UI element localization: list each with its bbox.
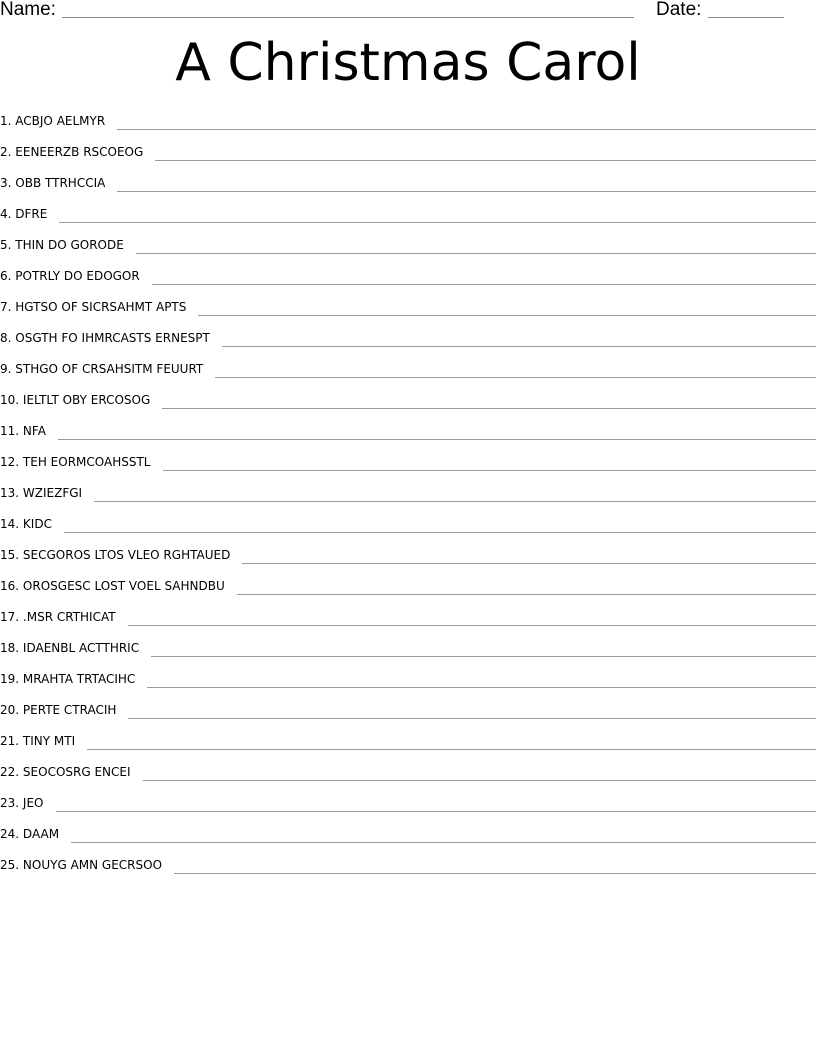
question-number: 18. (0, 641, 20, 655)
question-number: 9. (0, 362, 12, 376)
scrambled-word: EENEERZB RSCOEOG (15, 145, 144, 159)
question-text (0, 573, 225, 593)
question-row (0, 480, 816, 511)
question-number: 14. (0, 517, 20, 531)
question-text (0, 325, 210, 345)
scrambled-word: KIDC (22, 517, 52, 531)
question-text (0, 387, 150, 407)
question-number: 19. (0, 672, 20, 686)
question-text (0, 604, 116, 624)
question-row (0, 170, 816, 201)
scrambled-word: STHGO OF CRSAHSITM FEUURT (15, 362, 204, 376)
question-number: 24. (0, 827, 20, 841)
question-row (0, 790, 816, 821)
question-row (0, 511, 816, 542)
answer-blank-line[interactable] (56, 790, 816, 812)
scrambled-word: OSGTH FO IHMRCASTS ERNESPT (15, 331, 210, 345)
scrambled-word: OROSGESC LOST VOEL SAHNDBU (22, 579, 225, 593)
name-label: Name: (0, 0, 56, 20)
question-number: 2. (0, 145, 12, 159)
scrambled-word: IELTLT OBY ERCOSOG (22, 393, 151, 407)
question-number: 23. (0, 796, 20, 810)
question-text (0, 511, 52, 531)
answer-blank-line[interactable] (64, 511, 816, 533)
question-text (0, 542, 230, 562)
question-text (0, 418, 46, 438)
question-list (0, 108, 816, 883)
question-text (0, 480, 82, 500)
question-text (0, 697, 116, 717)
scrambled-word: WZIEZFGI (22, 486, 83, 500)
answer-blank-line[interactable] (151, 635, 816, 657)
question-text (0, 728, 75, 748)
question-number: 13. (0, 486, 20, 500)
question-text (0, 263, 140, 283)
question-text (0, 108, 105, 128)
question-number: 4. (0, 207, 12, 221)
question-text (0, 139, 143, 159)
scrambled-word: POTRLY DO EDOGOR (15, 269, 140, 283)
answer-blank-line[interactable] (162, 387, 816, 409)
scrambled-word: TINY MTI (22, 734, 76, 748)
scrambled-word: JEO (22, 796, 44, 810)
question-number: 15. (0, 548, 20, 562)
question-number: 20. (0, 703, 20, 717)
answer-blank-line[interactable] (198, 294, 816, 316)
question-number: 6. (0, 269, 12, 283)
answer-blank-line[interactable] (94, 480, 816, 502)
scrambled-word: ACBJO AELMYR (15, 114, 106, 128)
scrambled-word: MRAHTA TRTACIHC (22, 672, 136, 686)
question-number: 25. (0, 858, 20, 872)
answer-blank-line[interactable] (136, 232, 816, 254)
answer-blank-line[interactable] (58, 418, 816, 440)
answer-blank-line[interactable] (152, 263, 816, 285)
question-number: 16. (0, 579, 20, 593)
question-row (0, 139, 816, 170)
question-row (0, 325, 816, 356)
question-text (0, 356, 203, 376)
worksheet-header (0, 0, 816, 24)
question-row (0, 418, 816, 449)
answer-blank-line[interactable] (174, 852, 816, 874)
question-row (0, 728, 816, 759)
question-text (0, 449, 151, 469)
question-text (0, 170, 105, 190)
answer-blank-line[interactable] (117, 108, 816, 130)
question-text (0, 201, 47, 221)
page-title: A Christmas Carol (175, 33, 641, 93)
question-row (0, 449, 816, 480)
question-number: 22. (0, 765, 20, 779)
question-number: 1. (0, 114, 12, 128)
answer-blank-line[interactable] (59, 201, 816, 223)
answer-blank-line[interactable] (143, 759, 816, 781)
question-row (0, 108, 816, 139)
question-number: 11. (0, 424, 20, 438)
question-row (0, 201, 816, 232)
question-text (0, 294, 186, 314)
question-row (0, 232, 816, 263)
scrambled-word: SECGOROS LTOS VLEO RGHTAUED (22, 548, 231, 562)
question-row (0, 666, 816, 697)
question-row (0, 263, 816, 294)
question-row (0, 356, 816, 387)
question-text (0, 666, 135, 686)
scrambled-word: DAAM (22, 827, 60, 841)
question-row (0, 635, 816, 666)
scrambled-word: IDAENBL ACTTHRIC (22, 641, 140, 655)
question-text (0, 790, 44, 810)
question-row (0, 294, 816, 325)
question-number: 10. (0, 393, 20, 407)
question-row (0, 542, 816, 573)
answer-blank-line[interactable] (222, 325, 816, 347)
question-text (0, 635, 139, 655)
scrambled-word: SEOCOSRG ENCEI (22, 765, 131, 779)
question-number: 12. (0, 455, 20, 469)
answer-blank-line[interactable] (147, 666, 816, 688)
question-text (0, 852, 162, 872)
answer-blank-line[interactable] (117, 170, 816, 192)
question-row (0, 821, 816, 852)
scrambled-word: PERTE CTRACIH (22, 703, 117, 717)
question-row (0, 697, 816, 728)
scrambled-word: .MSR CRTHICAT (22, 610, 116, 624)
question-text (0, 821, 59, 841)
date-label: Date: (656, 0, 702, 20)
question-number: 17. (0, 610, 20, 624)
scrambled-word: NOUYG AMN GECRSOO (22, 858, 163, 872)
question-text (0, 232, 124, 252)
answer-blank-line[interactable] (128, 604, 816, 626)
date-blank-line[interactable] (708, 17, 784, 18)
scrambled-word: THIN DO GORODE (15, 238, 124, 252)
answer-blank-line[interactable] (163, 449, 816, 471)
name-blank-line[interactable] (62, 17, 634, 18)
question-number: 7. (0, 300, 12, 314)
scrambled-word: HGTSO OF SICRSAHMT APTS (15, 300, 187, 314)
question-number: 5. (0, 238, 12, 252)
question-row (0, 852, 816, 883)
answer-blank-line[interactable] (71, 821, 816, 843)
question-number: 21. (0, 734, 20, 748)
answer-blank-line[interactable] (215, 356, 816, 378)
answer-blank-line[interactable] (237, 573, 816, 595)
answer-blank-line[interactable] (87, 728, 816, 750)
question-text (0, 759, 131, 779)
question-row (0, 759, 816, 790)
scrambled-word: NFA (22, 424, 46, 438)
question-row (0, 573, 816, 604)
answer-blank-line[interactable] (128, 697, 816, 719)
scrambled-word: OBB TTRHCCIA (15, 176, 106, 190)
question-number: 3. (0, 176, 12, 190)
answer-blank-line[interactable] (242, 542, 816, 564)
question-row (0, 387, 816, 418)
scrambled-word: TEH EORMCOAHSSTL (22, 455, 151, 469)
question-row (0, 604, 816, 635)
question-number: 8. (0, 331, 12, 345)
answer-blank-line[interactable] (155, 139, 816, 161)
scrambled-word: DFRE (15, 207, 48, 221)
